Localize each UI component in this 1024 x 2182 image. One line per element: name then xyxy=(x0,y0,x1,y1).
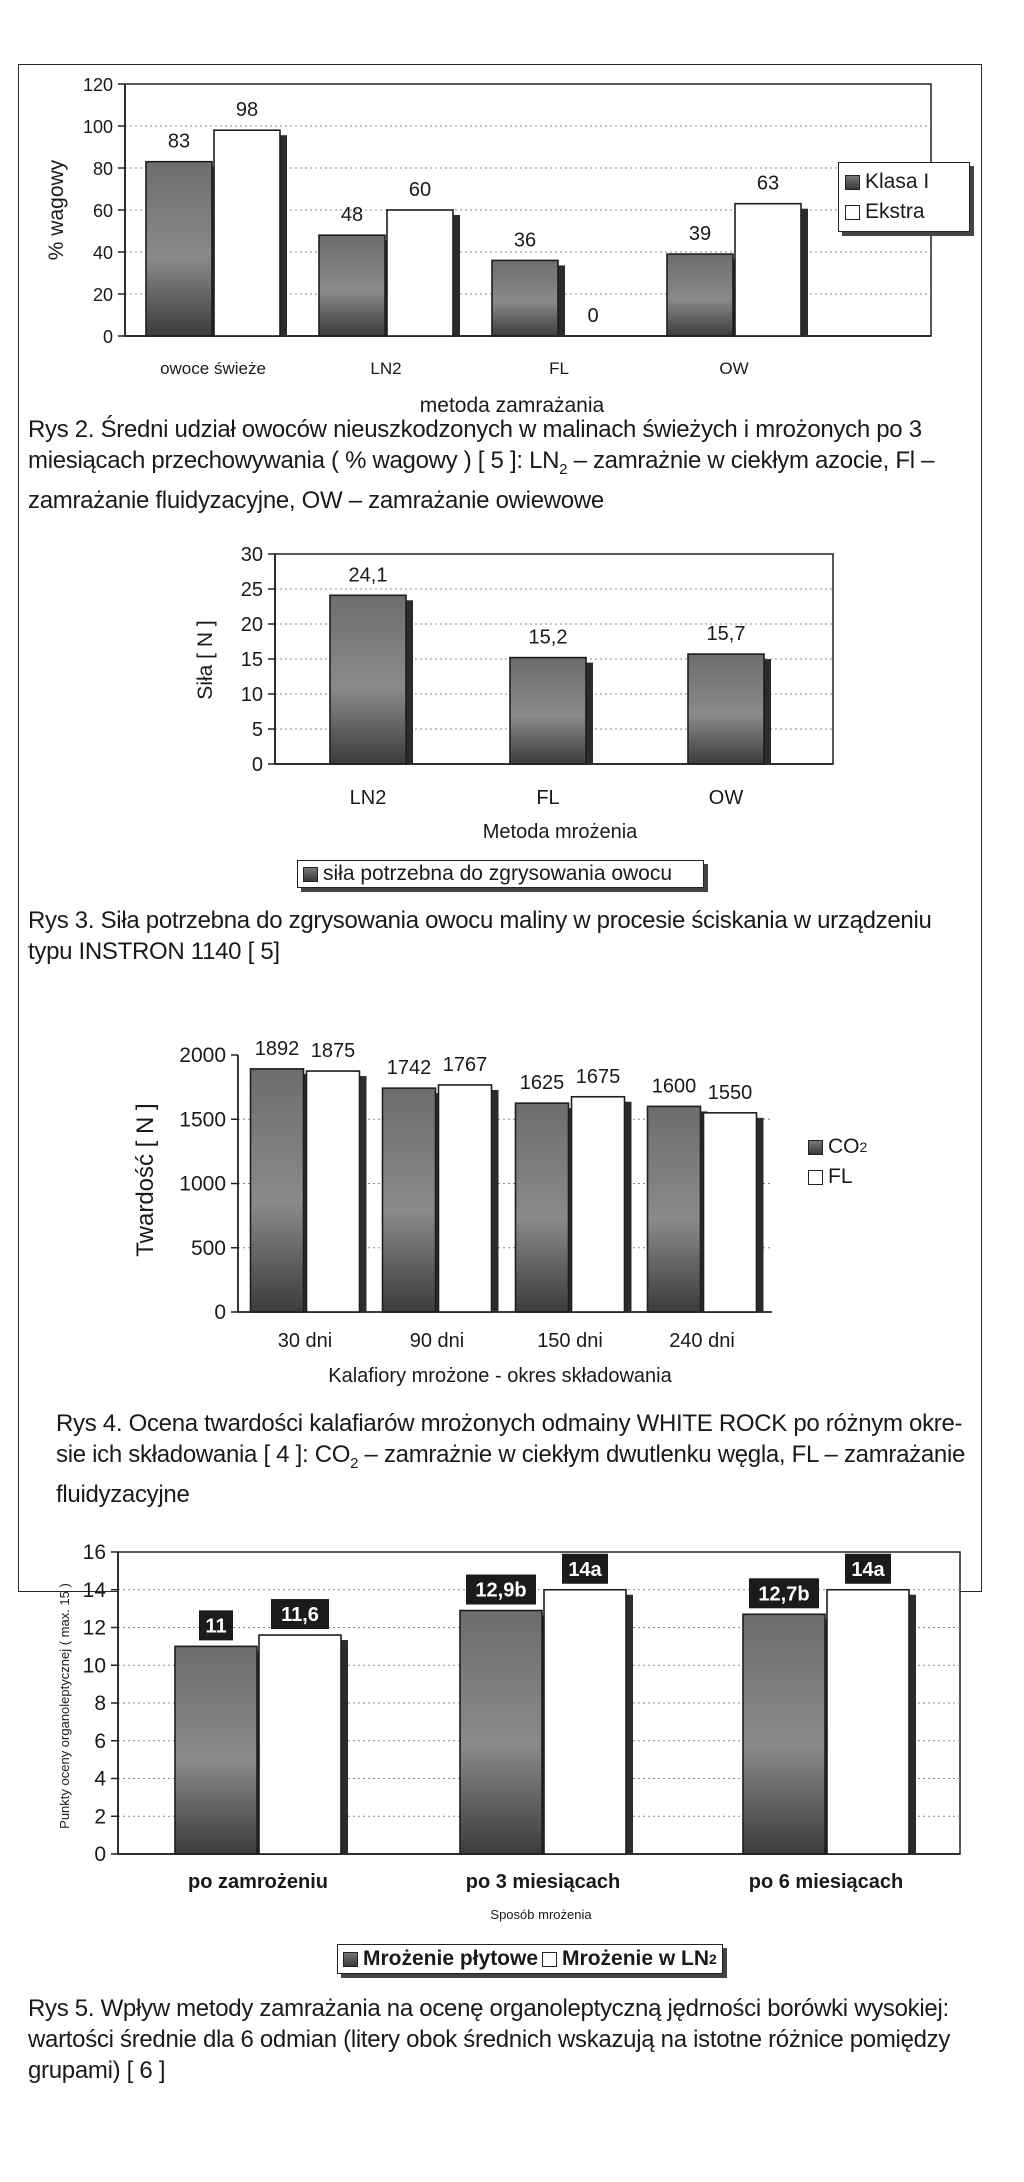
y-tick-label: 6 xyxy=(94,1729,106,1753)
y-tick-label: 14 xyxy=(82,1578,106,1602)
caption-line: Rys 3. Siła potrzebna do zgrysowania owocu maliny w procesie ściskania w urządzeniu xyxy=(28,907,932,934)
category-label: FL xyxy=(536,787,560,809)
caption-text: – zamrażnie w ciekłym dwutlenku węgla, FL – zamrażanie xyxy=(358,1441,966,1468)
y-tick-label: 80 xyxy=(92,159,113,179)
y-tick-label: 120 xyxy=(82,75,113,95)
y-tick-label: 16 xyxy=(82,1541,106,1564)
y-tick-label: 1000 xyxy=(179,1172,226,1196)
bar xyxy=(460,1611,542,1854)
y-tick-label: 100 xyxy=(82,117,113,137)
caption-rys5 xyxy=(28,1993,988,2086)
legend-subscript: 2 xyxy=(709,1951,717,1967)
category-label: FL xyxy=(549,359,569,378)
caption-line: zamrażanie fluidyzacyjne, OW – zamrażanie owiewowe xyxy=(28,486,604,514)
x-axis-title: metoda zamrażania xyxy=(419,394,605,417)
value-label: 15,7 xyxy=(706,623,746,646)
x-axis-title: Metoda mrożenia xyxy=(482,821,638,843)
y-tick-label: 1500 xyxy=(179,1108,226,1132)
caption-text: miesiącach przechowywania ( % wagowy ) [ 5 ]: LN xyxy=(28,447,560,474)
category-label: 30 dni xyxy=(277,1330,333,1352)
value-label: 98 xyxy=(235,99,259,122)
caption-text: sie ich składowania [ 4 ]: CO xyxy=(56,1441,351,1468)
value-label: 11,6 xyxy=(281,1604,319,1627)
category-label: owoce świeże xyxy=(160,359,266,378)
category-label: OW xyxy=(719,359,749,378)
value-label: 1625 xyxy=(519,1072,565,1095)
y-tick-label: 0 xyxy=(214,1301,226,1324)
value-label: 1600 xyxy=(651,1075,697,1098)
value-label: 1550 xyxy=(707,1081,753,1104)
category-label: po zamrożeniu xyxy=(187,1871,329,1893)
value-label: 60 xyxy=(408,179,432,201)
y-tick-label: 0 xyxy=(94,1843,106,1866)
y-axis-title: % wagowy xyxy=(45,159,68,261)
value-label: 12,7b xyxy=(758,1583,810,1606)
value-label: 12,9b xyxy=(475,1579,527,1602)
value-label: 1675 xyxy=(575,1065,621,1088)
value-label: 1742 xyxy=(386,1057,432,1080)
category-label: 90 dni xyxy=(409,1330,465,1352)
bar xyxy=(544,1590,626,1854)
category-label: po 6 miesiącach xyxy=(748,1871,904,1893)
value-label: 48 xyxy=(340,204,364,227)
y-tick-label: 2 xyxy=(94,1805,106,1829)
y-tick-label: 2000 xyxy=(179,1044,226,1067)
bar xyxy=(259,1635,341,1854)
value-label: 14a xyxy=(568,1558,602,1581)
legend-swatch-white xyxy=(542,1952,557,1967)
category-label: 150 dni xyxy=(537,1330,603,1352)
value-label: 1875 xyxy=(310,1040,356,1063)
value-label: 14a xyxy=(851,1558,885,1581)
caption-line: fluidyzacyjne xyxy=(56,1480,190,1508)
caption-subscript: 2 xyxy=(559,460,568,478)
y-axis-title: Punkty oceny organoleptycznej ( max. 15 ) xyxy=(57,1583,72,1829)
caption-line: Rys 4. Ocena twardości kalafiarów mrożonych odmainy WHITE ROCK po różnym okre- xyxy=(56,1410,963,1437)
category-label: 240 dni xyxy=(669,1330,735,1352)
value-label: 63 xyxy=(756,172,780,195)
value-label: 24,1 xyxy=(348,564,388,587)
y-tick-label: 40 xyxy=(92,243,113,263)
value-label: 15,2 xyxy=(528,626,568,649)
y-axis-title: Siła [ N ] xyxy=(194,620,217,700)
y-tick-label: 0 xyxy=(102,327,113,347)
caption-line: grupami) [ 6 ] xyxy=(28,2057,166,2084)
y-tick-label: 20 xyxy=(92,285,113,305)
caption-line: wartości średnie dla 6 odmian (litery obok średnich wskazują na istotne różnice pomiędzy xyxy=(28,2026,951,2053)
value-label: 36 xyxy=(513,229,537,252)
category-label: po 3 miesiącach xyxy=(465,1871,621,1893)
legend-label: CO xyxy=(828,1135,860,1158)
y-tick-label: 5 xyxy=(251,719,263,741)
y-tick-label: 8 xyxy=(94,1692,106,1715)
legend-subscript: 2 xyxy=(859,1139,868,1155)
y-tick-label: 25 xyxy=(240,579,263,601)
legend-label: FL xyxy=(828,1165,853,1188)
caption-text: – zamrażnie w ciekłym azocie, Fl – xyxy=(567,447,935,474)
caption-subscript: 2 xyxy=(350,1454,359,1472)
bar xyxy=(827,1590,909,1854)
legend-swatch-dark xyxy=(343,1952,358,1967)
y-tick-label: 20 xyxy=(240,614,263,636)
value-label: 1892 xyxy=(254,1037,300,1060)
caption-line: Rys 5. Wpływ metody zamrażania na ocenę organoleptyczną jędrności borówki wysokiej: xyxy=(28,1995,949,2022)
category-label: OW xyxy=(708,787,744,809)
legend-label: Klasa I xyxy=(865,170,930,193)
legend-label: Ekstra xyxy=(865,200,925,223)
y-tick-label: 12 xyxy=(82,1616,106,1640)
y-tick-label: 4 xyxy=(94,1767,106,1791)
bar xyxy=(175,1646,257,1854)
value-label: 11 xyxy=(205,1615,227,1638)
legend-label: Mrożenie w LN xyxy=(562,1947,710,1970)
caption-line: typu INSTRON 1140 [ 5] xyxy=(28,938,280,965)
value-label: 83 xyxy=(167,130,191,153)
y-tick-label: 30 xyxy=(240,544,263,566)
value-label: 0 xyxy=(587,305,599,327)
y-axis-title: Twardość [ N ] xyxy=(132,1103,159,1257)
x-axis-title: Kalafiory mrożone - okres składowania xyxy=(328,1365,672,1387)
caption-line: Rys 2. Średni udział owoców nieuszkodzonych w malinach świeżych i mrożonych po 3 xyxy=(28,416,922,443)
y-tick-label: 0 xyxy=(251,754,263,776)
value-label: 1767 xyxy=(442,1053,488,1076)
value-label: 39 xyxy=(688,223,712,246)
category-label: LN2 xyxy=(349,787,387,809)
y-tick-label: 10 xyxy=(82,1654,106,1678)
y-tick-label: 500 xyxy=(190,1236,226,1260)
bar xyxy=(743,1614,825,1854)
category-label: LN2 xyxy=(370,359,402,378)
x-axis-title: Sposób mrożenia xyxy=(490,1907,592,1922)
y-tick-label: 15 xyxy=(240,649,263,671)
legend-label: siła potrzebna do zgrysowania owocu xyxy=(323,862,673,885)
y-tick-label: 60 xyxy=(92,201,113,221)
legend-rys5 xyxy=(337,1944,723,1974)
y-tick-label: 10 xyxy=(240,684,263,706)
legend-label: Mrożenie płytowe xyxy=(363,1947,539,1970)
